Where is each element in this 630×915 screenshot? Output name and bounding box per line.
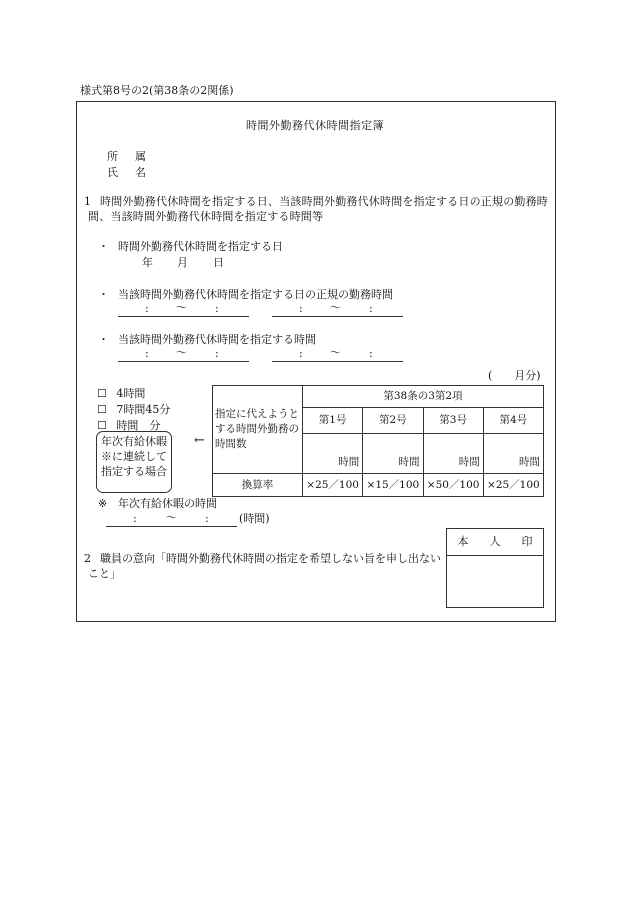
rate-cell: ×15／100 xyxy=(363,474,423,497)
column-header: 第2号 xyxy=(363,408,423,434)
checkbox-label: 4時間 xyxy=(116,387,146,400)
seal-box[interactable] xyxy=(446,528,544,608)
designation-table xyxy=(212,385,544,497)
rate-label: 換算率 xyxy=(213,474,303,497)
group-header: 第38条の3第2項 xyxy=(303,386,544,408)
colon: : xyxy=(145,302,149,315)
item-regular-hours: 当該時間外勤務代休時間を指定する日の正規の勤務時間 xyxy=(118,288,393,301)
colon: : xyxy=(215,347,219,360)
colon: : xyxy=(299,347,303,360)
rate-cell: ×25／100 xyxy=(483,474,543,497)
year-unit: 年 xyxy=(142,256,153,269)
seal-char: 人 xyxy=(489,534,501,548)
rate-cell: ×50／100 xyxy=(423,474,483,497)
column-header: 第4号 xyxy=(483,408,543,434)
name-label: 氏 名 xyxy=(107,166,149,179)
annual-leave-label: 年次有給休暇の時間 xyxy=(118,497,217,510)
colon: : xyxy=(299,302,303,315)
colon: : xyxy=(205,512,209,525)
annual-leave-suffix: (時間) xyxy=(239,512,270,525)
colon: : xyxy=(145,347,149,360)
row-header: 指定に代えようとする時間外勤務の時間数 xyxy=(213,386,303,474)
section2-number: 2 xyxy=(84,552,91,565)
regular-hours-line-2 xyxy=(272,316,403,317)
day-unit: 日 xyxy=(213,256,224,269)
checkbox-icon: ☐ xyxy=(97,387,107,400)
bullet: ・ xyxy=(98,333,109,346)
seal-char: 本 xyxy=(457,534,469,548)
colon: : xyxy=(215,302,219,315)
month-unit: 月 xyxy=(177,256,188,269)
item-designated-day: 時間外勤務代休時間を指定する日 xyxy=(118,240,283,253)
note-mark: ※ xyxy=(98,497,108,510)
tilde: 〜 xyxy=(330,346,341,359)
month-note: ( 月分) xyxy=(488,369,541,382)
checkbox-label: 時間 分 xyxy=(116,419,161,432)
form-title: 時間外勤務代休時間指定簿 xyxy=(246,119,384,132)
bullet: ・ xyxy=(98,240,109,253)
regular-hours-line-1 xyxy=(118,316,249,317)
hours-unit: 時間 xyxy=(458,455,480,468)
tilde: 〜 xyxy=(166,511,177,524)
affiliation-label: 所 属 xyxy=(107,150,149,163)
column-header: 第3号 xyxy=(423,408,483,434)
section1-number: 1 xyxy=(84,195,91,208)
checkbox-label: 7時間45分 xyxy=(116,403,171,416)
designated-time-line-1 xyxy=(118,361,249,362)
hours-unit: 時間 xyxy=(338,455,360,468)
checkbox-icon: ☐ xyxy=(97,419,107,432)
checkbox-4h[interactable] xyxy=(97,387,145,402)
hours-cell[interactable] xyxy=(423,434,483,474)
hours-cell[interactable] xyxy=(303,434,363,474)
checkbox-icon: ☐ xyxy=(97,403,107,416)
checkbox-7h45m[interactable] xyxy=(97,403,170,418)
tilde: 〜 xyxy=(176,301,187,314)
annual-leave-line xyxy=(106,526,237,527)
colon: : xyxy=(133,512,137,525)
seal-char: 印 xyxy=(521,534,533,548)
tilde: 〜 xyxy=(330,301,341,314)
form-reference: 様式第8号の2(第38条の2関係) xyxy=(80,84,234,97)
bullet: ・ xyxy=(98,288,109,301)
hours-unit: 時間 xyxy=(519,455,540,468)
left-arrow-icon: ← xyxy=(194,433,205,448)
hours-unit: 時間 xyxy=(398,455,420,468)
annual-leave-condition-note: 年次有給休暇※に連続して指定する場合 xyxy=(96,431,172,493)
hours-cell[interactable] xyxy=(483,434,543,474)
rate-cell: ×25／100 xyxy=(303,474,363,497)
column-header: 第1号 xyxy=(303,408,363,434)
colon: : xyxy=(369,302,373,315)
tilde: 〜 xyxy=(176,346,187,359)
item-designated-time: 当該時間外勤務代休時間を指定する時間 xyxy=(118,333,316,346)
colon: : xyxy=(369,347,373,360)
section1-text: 時間外勤務代休時間を指定する日、当該時間外勤務代休時間を指定する日の正規の勤務時間、当該時間外勤務代休時間を指定する時間等 xyxy=(88,195,548,223)
section2-text: 職員の意向「時間外勤務代休時間の指定を希望しない旨を申し出ないこと」 xyxy=(88,552,441,580)
seal-header xyxy=(447,529,543,556)
designated-time-line-2 xyxy=(272,361,403,362)
hours-cell[interactable] xyxy=(363,434,423,474)
